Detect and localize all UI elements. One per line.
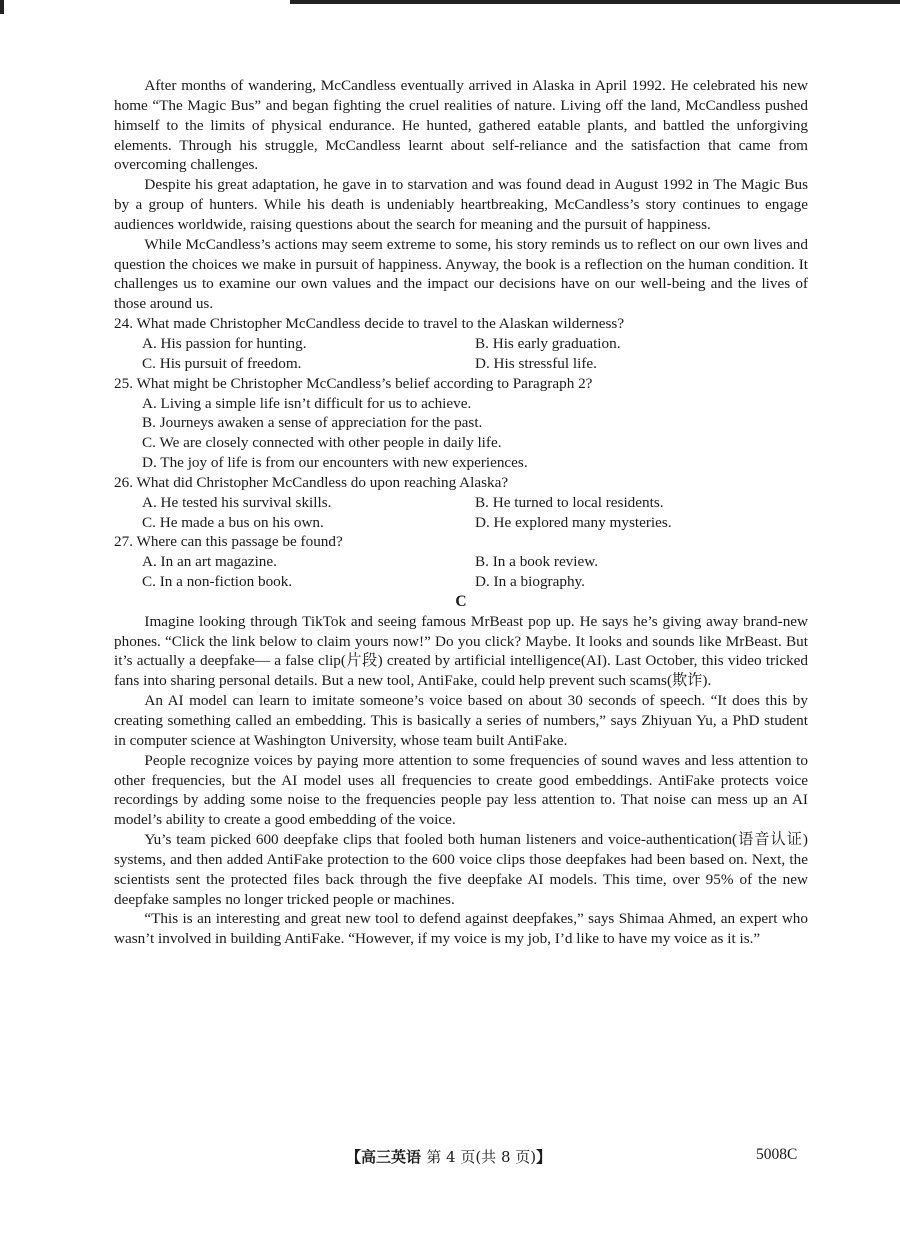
footer-exam-code: 5008C — [756, 1146, 798, 1163]
option-d[interactable]: D. He explored many mysteries. — [475, 513, 672, 531]
top-border-line — [290, 0, 900, 4]
option-d[interactable]: D. His stressful life. — [475, 354, 597, 372]
option-d[interactable]: D. The joy of life is from our encounters with new experiences. — [142, 454, 528, 472]
corner-mark — [0, 0, 4, 14]
footer-bracket: 】 — [536, 1148, 552, 1166]
exam-page — [114, 76, 808, 949]
question-stem: 27. Where can this passage be found? — [114, 533, 343, 551]
option-c[interactable]: C. In a non-fiction book. — [142, 573, 293, 591]
footer-title — [346, 1146, 551, 1167]
question-stem: 24. What made Christopher McCandless decide to travel to the Alaskan wilderness? — [114, 315, 625, 333]
question-26 — [114, 473, 808, 533]
option-a[interactable]: A. In an art magazine. — [142, 553, 277, 571]
question-25 — [114, 374, 808, 473]
option-a[interactable]: A. He tested his survival skills. — [142, 493, 332, 511]
option-a[interactable]: A. His passion for hunting. — [142, 334, 307, 352]
option-b[interactable]: B. His early graduation. — [475, 334, 621, 352]
footer-subject: 【高三英语 — [346, 1148, 422, 1166]
passage-paragraph: Imagine looking through TikTok and seeing famous MrBeast pop up. He says he’s giving away brand-new phones. “Click the link below to claim yours now!” Do you click? Maybe. It looks and sounds like MrBeast. But it’s actually a deepfake— a false clip(片段) created by artificial intelligence(AI). Last October, this video tricked fans into sharing personal details. But a new tool, AntiFake, could help prevent such scams(欺诈). — [114, 612, 808, 690]
option-d[interactable]: D. In a biography. — [475, 573, 585, 591]
option-b[interactable]: B. In a book review. — [475, 553, 599, 571]
passage-paragraph: “This is an interesting and great new tool to defend against deepfakes,” says Shimaa Ahmed, an expert who wasn’t involved in building AntiFake. “However, if my voice is my job, I’d like to have my voice as it is.” — [114, 910, 808, 948]
passage-paragraph: People recognize voices by paying more attention to some frequencies of sound waves and less attention to other frequencies, but the AI model uses all frequencies to create good embeddings. AntiFake protects voice recordings by adding some noise to the frequencies people pay less attention to. That noise can mess up an AI model’s ability to create a good embedding of the voice. — [114, 751, 808, 829]
question-24 — [114, 314, 808, 374]
question-27 — [114, 532, 808, 592]
option-c[interactable]: C. We are closely connected with other people in daily life. — [142, 434, 502, 452]
option-c[interactable]: C. He made a bus on his own. — [142, 513, 324, 531]
passage-paragraph: Yu’s team picked 600 deepfake clips that fooled both human listeners and voice-authentication(语音认证) systems, and then added AntiFake protection to the 600 voice clips those deepfakes had been based on. Next, the scientists sent the protected files back through the five deepfake AI models. This time, over 95% of the new deepfake samples no longer tricked people or machines. — [114, 831, 808, 908]
question-stem: 25. What might be Christopher McCandless’s belief according to Paragraph 2? — [114, 374, 593, 392]
option-b[interactable]: B. Journeys awaken a sense of appreciation for the past. — [142, 414, 483, 432]
question-stem: 26. What did Christopher McCandless do upon reaching Alaska? — [114, 473, 509, 491]
passage-paragraph: After months of wandering, McCandless eventually arrived in Alaska in April 1992. He celebrated his new home “The Magic Bus” and began fighting the cruel realities of nature. Living off the land, McCandless pushed himself to the limits of physical endurance. He hunted, gathered eatable plants, and battled the unforgiving elements. Through his struggle, McCandless learnt about self-reliance and the satisfaction that came from overcoming challenges. — [114, 77, 808, 174]
option-a[interactable]: A. Living a simple life isn’t difficult for us to achieve. — [142, 394, 472, 412]
passage-paragraph: While McCandless’s actions may seem extreme to some, his story reminds us to reflect on our own lives and question the choices we make in pursuit of happiness. Anyway, the book is a reflection on the human condition. It challenges us to examine our own values and the impact our decisions have on our well-being and the lives of those around us. — [114, 235, 808, 313]
section-heading-c: C — [455, 592, 467, 610]
option-b[interactable]: B. He turned to local residents. — [475, 493, 664, 511]
footer-page-number: 第 4 页(共 8 页) — [426, 1148, 537, 1166]
passage-paragraph: An AI model can learn to imitate someone’s voice based on about 30 seconds of speech. “It does this by creating something called an embedding. This is basically a series of numbers,” says Zhiyuan Yu, a PhD student in computer science at Washington University, whose team built AntiFake. — [114, 692, 808, 749]
option-c[interactable]: C. His pursuit of freedom. — [142, 354, 302, 372]
passage-paragraph: Despite his great adaptation, he gave in to starvation and was found dead in August 1992 in The Magic Bus by a group of hunters. While his death is undeniably heartbreaking, McCandless’s story continues to engage audiences worldwide, raising questions about the search for meaning and the pursuit of happiness. — [114, 176, 808, 233]
